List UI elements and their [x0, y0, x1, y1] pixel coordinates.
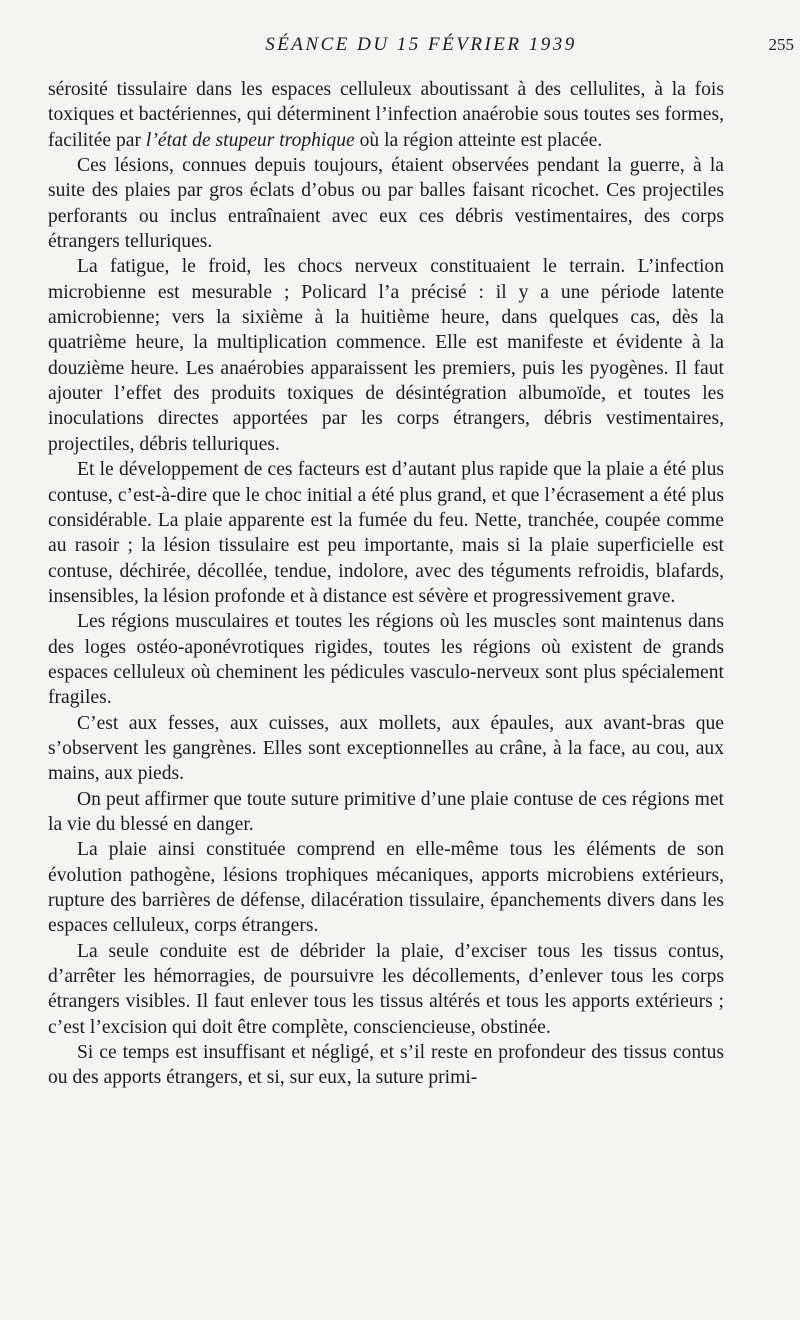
- paragraph-1-text-start: sérosité tissulaire dans les espaces celluleux aboutissant à des cellulites, à la fois toxiques et bactériennes, qui déterminent l’infection anaérobie sous toutes ses formes, facilitée par: [48, 79, 724, 151]
- paragraph-3: La fatigue, le froid, les chocs nerveux constituaient le terrain. L’infection microbienne est mesurable ; Policard l’a précisé : il y a une période latente amicrobienne; vers la sixième à la huitième heure, dans quelques cas, dès la quatrième heure, la multiplication commence. Elle est manifeste et évidente à la douzième heure. Les anaérobies apparaissent les premiers, puis les pyogènes. Il faut ajouter l’effet des produits toxiques de désintégration albumoïde, et toutes les inoculations directes apportées par les corps étrangers, débris vestimentaires, projectiles, débris telluriques.: [48, 256, 724, 455]
- paragraph-8: La plaie ainsi constituée comprend en elle-même tous les éléments de son évolution pathogène, lésions trophiques mécaniques, apports microbiens extérieurs, rupture des barrières de défense, dilacération tissulaire, épanchements divers dans les espaces celluleux, corps étrangers.: [48, 839, 724, 937]
- paragraph-4: Et le développement de ces facteurs est d’autant plus rapide que la plaie a été plus contuse, c’est-à-dire que le choc initial a été plus grand, et que l’écrasement a été plus considérable. La plaie apparente est la fumée du feu. Nette, tranchée, coupée comme au rasoir ; la lésion tissulaire est peu importante, mais si la plaie superficielle est contuse, déchirée, décollée, tendue, indolore, avec des téguments refroidis, blafards, insensibles, la lésion profonde et à distance est sévère et progressivement grave.: [48, 459, 724, 607]
- running-header: [48, 30, 794, 60]
- paragraph-1-emphasis: l’état de stupeur trophique: [145, 129, 355, 151]
- paragraph-2: Ces lésions, connues depuis toujours, étaient observées pendant la guerre, à la suite des plaies par gros éclats d’obus ou par balles faisant ricochet. Ces projectiles perforants ou inclus entraînaient avec eux ces débris vestimentaires, des corps étrangers telluriques.: [48, 155, 724, 253]
- page-number: 255: [768, 35, 794, 54]
- paragraph-6: C’est aux fesses, aux cuisses, aux mollets, aux épaules, aux avant-bras que s’observent les gangrènes. Elles sont exceptionnelles au crâne, à la face, au cou, aux mains, aux pieds.: [48, 712, 724, 785]
- paragraph-7: On peut affirmer que toute suture primitive d’une plaie contuse de ces régions met la vie du blessé en danger.: [48, 788, 724, 835]
- paragraph-10: Si ce temps est insuffisant et négligé, et s’il reste en profondeur des tissus contus ou des apports étrangers, et si, sur eux, la suture primi-: [48, 1042, 724, 1089]
- paragraph-5: Les régions musculaires et toutes les régions où les muscles sont maintenus dans des loges ostéo-aponévrotiques rigides, toutes les régions où existent de grands espaces celluleux où cheminent les pédicules vasculo-nerveux sont plus spécialement fragiles.: [48, 611, 724, 709]
- paragraph-1-text-end: où la région atteinte est placée.: [354, 129, 603, 151]
- running-header-title: SÉANCE DU 15 FÉVRIER 1939: [265, 34, 577, 55]
- body-text: [48, 77, 724, 1091]
- paragraph-9: La seule conduite est de débrider la plaie, d’exciser tous les tissus contus, d’arrêter les hémorragies, de poursuivre les décollements, d’enlever tous les corps étrangers visibles. Il faut enlever tous les tissus altérés et tous les apports extérieurs ; c’est l’excision qui doit être complète, consciencieuse, obstinée.: [48, 940, 724, 1038]
- paragraph-1: [48, 77, 724, 153]
